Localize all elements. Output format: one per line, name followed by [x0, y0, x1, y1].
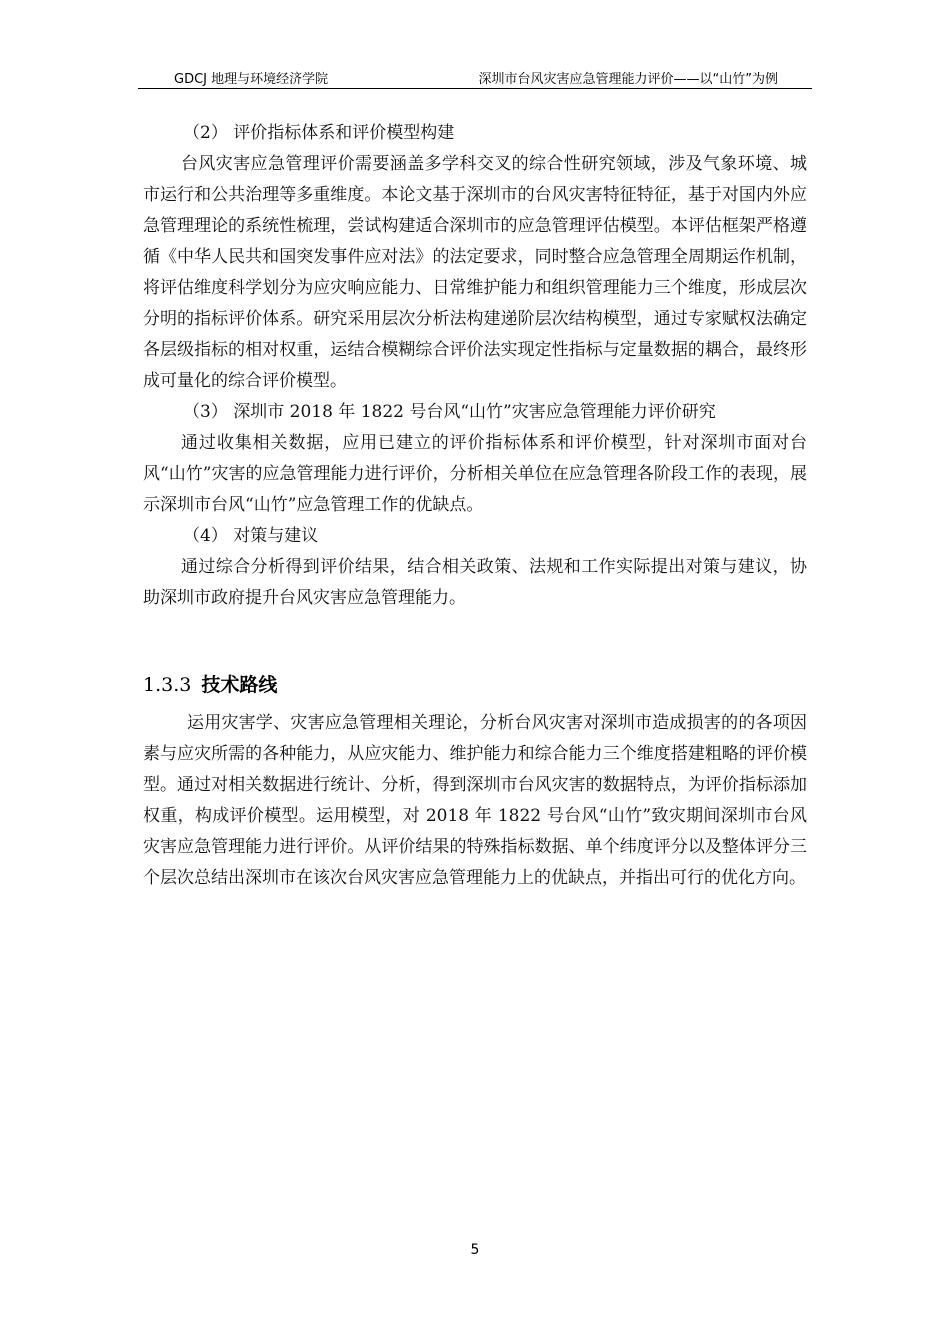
body-text-lower: [143, 708, 807, 894]
section-title: 技术路线: [201, 674, 278, 696]
header-institution: GDCJ 地理与环境经济学院: [174, 72, 329, 87]
paragraph-model-construction: 台风灾害应急管理评价需要涵盖多学科交叉的综合性研究领域，涉及气象环境、城市运行和公共治理等多重维度。本论文基于深圳市的台风灾害特征特征，基于对国内外应急管理理论的系统性梳理，尝试构建适合深圳市的应急管理评估模型。本评估框架严格遵循《中华人民共和国突发事件应对法》的法定要求，同时整合应急管理全周期运作机制，将评估维度科学划分为应灾响应能力、日常维护能力和组织管理能力三个维度，形成层次分明的指标评价体系。研究采用层次分析法构建递阶层次结构模型，通过专家赋权法确定各层级指标的相对权重，运结合模糊综合评价法实现定性指标与定量数据的耦合，最终形成可量化的综合评价模型。: [143, 154, 807, 391]
section-heading: [143, 670, 277, 697]
paragraph-technical-route: 运用灾害学、灾害应急管理相关理论，分析台风灾害对深圳市造成损害的的各项因素与应灾所需的各种能力，从应灾能力、维护能力和综合能力三个维度搭建粗略的评价模型。通过对相关数据进行统计、分析，得到深圳市台风灾害的数据特点，为评价指标添加权重，构成评价模型。运用模型，对 2018 年 1822 号台风“山竹”致灾期间深圳市台风灾害应急管理能力进行评价。从评价结果的特殊指标数据、单个纬度评分以及整体评分三个层次总结出深圳市在该次台风灾害应急管理能力上的优缺点，并指出可行的优化方向。: [143, 713, 807, 888]
body-text-upper: [143, 118, 807, 614]
section-number: 1.3.3: [143, 674, 192, 696]
header-paper-title: 深圳市台风灾害应急管理能力评价——以“山竹”为例: [478, 72, 778, 87]
page-number: 5: [470, 1242, 480, 1258]
page-header: [138, 66, 812, 89]
list-item-3: （3） 深圳市 2018 年 1822 号台风“山竹”灾害应急管理能力评价研究: [183, 402, 716, 422]
list-item-2: （2） 评价指标体系和评价模型构建: [183, 123, 455, 143]
paragraph-case-study: 通过收集相关数据，应用已建立的评价指标体系和评价模型，针对深圳市面对台风“山竹”灾害的应急管理能力进行评价，分析相关单位在应急管理各阶段工作的表现，展示深圳市台风“山竹”应急管理工作的优缺点。: [143, 433, 807, 515]
list-item-4: （4） 对策与建议: [183, 526, 319, 546]
paragraph-recommendations: 通过综合分析得到评价结果，结合相关政策、法规和工作实际提出对策与建议，协助深圳市政府提升台风灾害应急管理能力。: [143, 557, 807, 608]
